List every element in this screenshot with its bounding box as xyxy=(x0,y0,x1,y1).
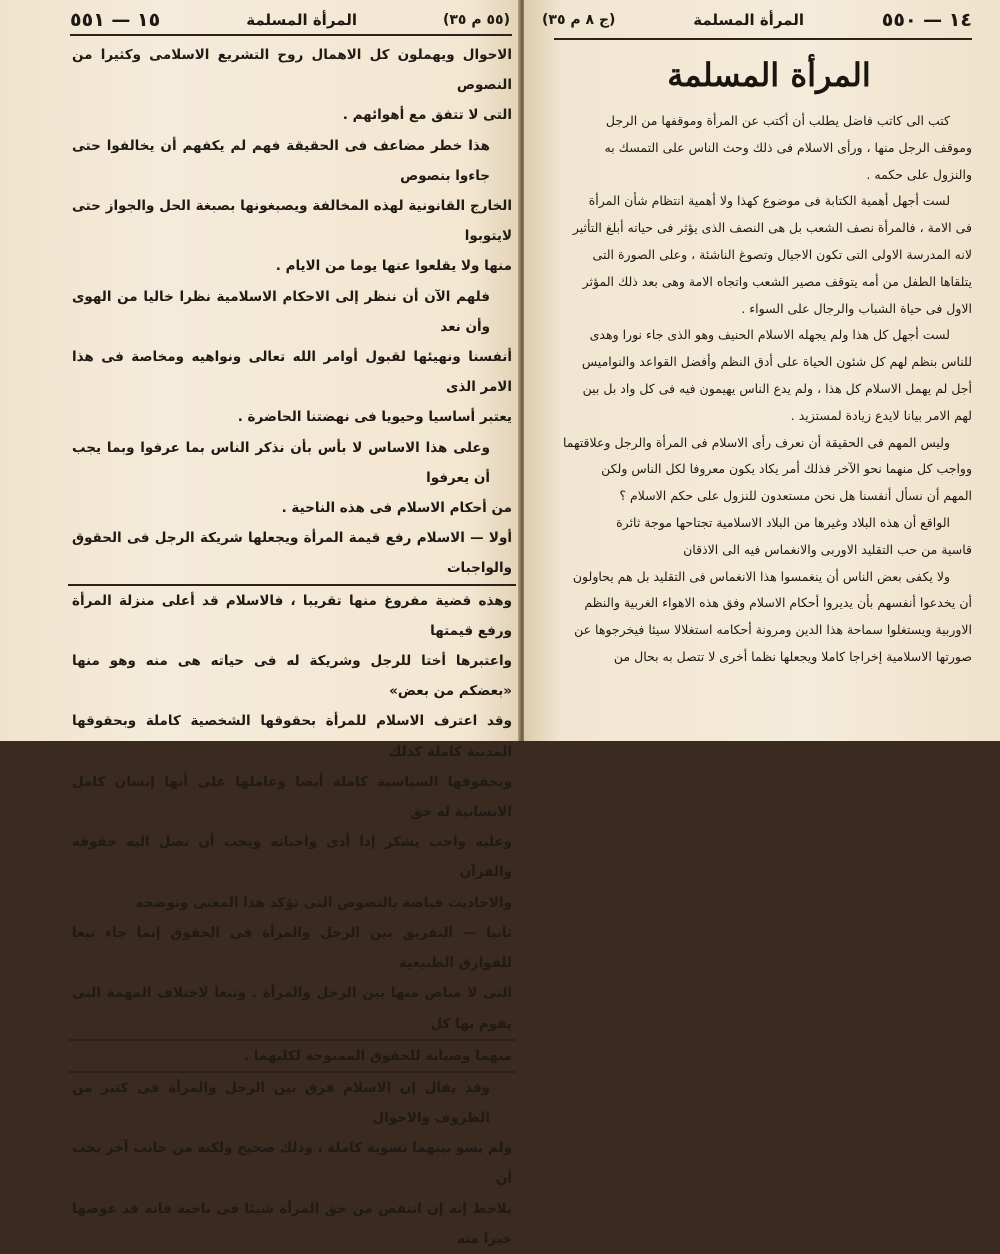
text-line: لست أجهل كل هذا ولم يجهله الاسلام الحنيف وهو الذى جاء نورا وهدى xyxy=(589,327,950,343)
section-heading-two-end: منهما وصيانة للحقوق الممنوحة لكليهما . xyxy=(243,1047,512,1064)
text-line: قاسية من حب التقليد الاوربى والانغماس فيه الى الاذقان xyxy=(683,541,972,557)
left-header-rule xyxy=(70,34,512,36)
right-body-text xyxy=(552,108,972,671)
text-line: للناس بنظم لهم كل شئون الحياة على أدق النظم وأفضل القواعد والنواميس xyxy=(581,354,972,370)
section-heading-two-cont: التى لا مناص منها بين الرجل والمرأة . وتبعا لاختلاف المهمة التى يقوم بها كل xyxy=(72,985,512,1032)
text-line: أنفسنا ونهيئها لقبول أوامر الله تعالى ونواهيه ومخاصة فى هذا الامر الذى xyxy=(72,349,512,396)
text-line: لانه المدرسة الاولى التى تكون الاجيال وتصوغ الناشئة ، وعلى الصورة التى xyxy=(592,246,972,262)
text-line: الواقع أن هذه البلاد وغيرها من البلاد الاسلامية تجتاحها موجة ثائرة xyxy=(616,514,950,530)
text-line: ولا يكفى بعض الناس أن ينغمسوا هذا الانغماس فى التقليد بل هم يحاولون xyxy=(572,568,950,584)
text-line: وعليه واجب يشكر إذا أدى واجباته ويجب أن تصل اليه حقوقه والقرآن xyxy=(72,834,512,881)
text-line: الاحوال ويهملون كل الاهمال روح التشريع الاسلامى وكثيرا من النصوص xyxy=(72,47,512,94)
text-line: أن يخدعوا أنفسهم بأن يديروا أحكام الاسلام وفق هذه الاهواء الغربية والنظم xyxy=(584,595,972,611)
right-header-rule xyxy=(554,38,972,40)
left-body-text xyxy=(72,40,512,1254)
section-heading-two: ثانيا — التفريق بين الرجل والمرأة فى الحقوق إنما جاء تبعا للفوارق الطبيعية xyxy=(72,924,512,972)
text-line: من أحكام الاسلام فى هذه الناحية . xyxy=(281,500,512,517)
left-page-header xyxy=(70,6,510,34)
text-line: وليس المهم فى الحقيقة أن نعرف رأى الاسلام فى المرأة والرجل وعلاقتهما xyxy=(562,434,950,450)
text-line: هذا خطر مضاعف فى الحقيقة فهم لم يكفهم أن يخالفوا حتى جاءوا بنصوص xyxy=(72,137,490,184)
text-line: لست أجهل أهمية الكتابة فى موضوع كهذا ولا أهمية انتظام شأن المرأة xyxy=(588,193,950,209)
section-heading-one: أولا — الاسلام رفع قيمة المرأة ويجعلها شريكة الرجل فى الحقوق والواجبات xyxy=(72,530,512,577)
text-line: والنزول على حكمه . xyxy=(866,166,972,182)
right-page-number: ١٤ — ٥٥٠ xyxy=(881,9,972,31)
text-line: المهم أن نسأل أنفسنا هل نحن مستعدون للنزول على حكم الاسلام ؟ xyxy=(619,488,972,504)
text-line: منها ولا يقلعوا عنها يوما من الايام . xyxy=(275,258,512,275)
text-line: واعتبرها أختا للرجل وشريكة له فى حياته هى منه وهو منها «بعضكم من بعض» xyxy=(72,653,512,700)
text-line: فلهم الآن أن ننظر إلى الاحكام الاسلامية نظرا خاليا من الهوى وأن نعد xyxy=(72,288,490,335)
text-line: الاوربية ويستغلوا سماحة هذا الدين ومرونة أحكامه استغلالا سيئا فيخرجوها عن xyxy=(574,622,972,638)
right-page-header xyxy=(542,6,972,34)
article-title: المرأة المسلمة xyxy=(667,56,871,94)
right-page xyxy=(524,0,1000,741)
text-line: أجل لم يهمل الاسلام كل هذا ، ولم يدع الناس يهيمون فيه فى كل واد بل بين xyxy=(582,380,972,396)
text-line: وموقف الرجل منها ، ورأى الاسلام فى ذلك وحث الناس على التمسك به xyxy=(604,139,972,155)
left-page-number: ١٥ — ٥٥١ xyxy=(70,9,161,31)
text-line: يعتبر أساسيا وحيويا فى نهضتنا الحاضرة . xyxy=(237,409,512,426)
text-line: ولم يسو بينهما تسوية كاملة ، وذلك صحيح ولكنه من جانب آخر يجب أن xyxy=(72,1140,512,1187)
text-line: يتلقاها الطفل من أمه يتوقف مصير الشعب واتجاه الامة وهى بعد ذلك المؤثر xyxy=(582,273,972,289)
text-line: لهم الامر بيانا لايدع زيادة لمستزيد . xyxy=(790,407,972,423)
text-line: وقد اعترف الاسلام للمرأة بحقوقها الشخصية كاملة وبحقوقها المدنية كاملة كذلك xyxy=(72,713,512,760)
left-running-title: المرأة المسلمة xyxy=(246,11,357,29)
right-issue-number: (ج ٨ م ٣٥) xyxy=(542,12,616,28)
text-line: وهذه قضية مفروغ منها تقريبا ، فالاسلام قد أعلى منزلة المرأة ورفع قيمتها xyxy=(72,592,512,639)
text-line: وعلى هذا الاساس لا بأس بأن نذكر الناس بما عرفوا وبما يجب أن يعرفوا xyxy=(72,439,490,486)
text-line: كتب الى كاتب فاضل يطلب أن أكتب عن المرأة وموقفها من الرجل xyxy=(605,113,950,128)
text-line: فى الامة ، فالمرأة نصف الشعب بل هى النصف الذى يؤثر فى حياته أبلغ التأثير xyxy=(572,220,972,236)
text-line: الخارج القانونية لهذه المخالفة ويصبغونها بصبغة الحل والجواز حتى لايتوبوا xyxy=(72,198,512,245)
text-line: يلاحظ إنه إن انتقص من حق المرأة شيئا فى ناحية فانه قد عوضها خيرا منه xyxy=(72,1200,512,1247)
text-line: الاول فى حياة الشباب والرجال على السواء . xyxy=(741,300,972,316)
text-line: وبحقوقها السياسية كاملة أيضا وعاملها على أنها إنسان كامل الانسانية له حق xyxy=(72,773,512,821)
right-running-title: المرأة المسلمة xyxy=(693,11,804,29)
text-line: التى لا تتفق مع أهوائهم . xyxy=(342,107,512,124)
text-line: وقد يقال إن الاسلام فرق بين الرجل والمرأة فى كثير من الظروف والاحوال xyxy=(72,1079,490,1127)
left-issue-number: (٥٥ م ٣٥) xyxy=(442,12,510,28)
text-line: وواجب كل منهما نحو الآخر فذلك أمر يكاد يكون معروفا لكل الناس ولكن xyxy=(601,461,972,477)
text-line: والاحاديث فياضة بالنصوص التى تؤكد هذا المعنى وتوضحه xyxy=(135,894,512,911)
text-line: صورتها الاسلامية إخراجا كاملا ويجعلها نظما أخرى لا تتصل به بحال من xyxy=(613,648,972,664)
